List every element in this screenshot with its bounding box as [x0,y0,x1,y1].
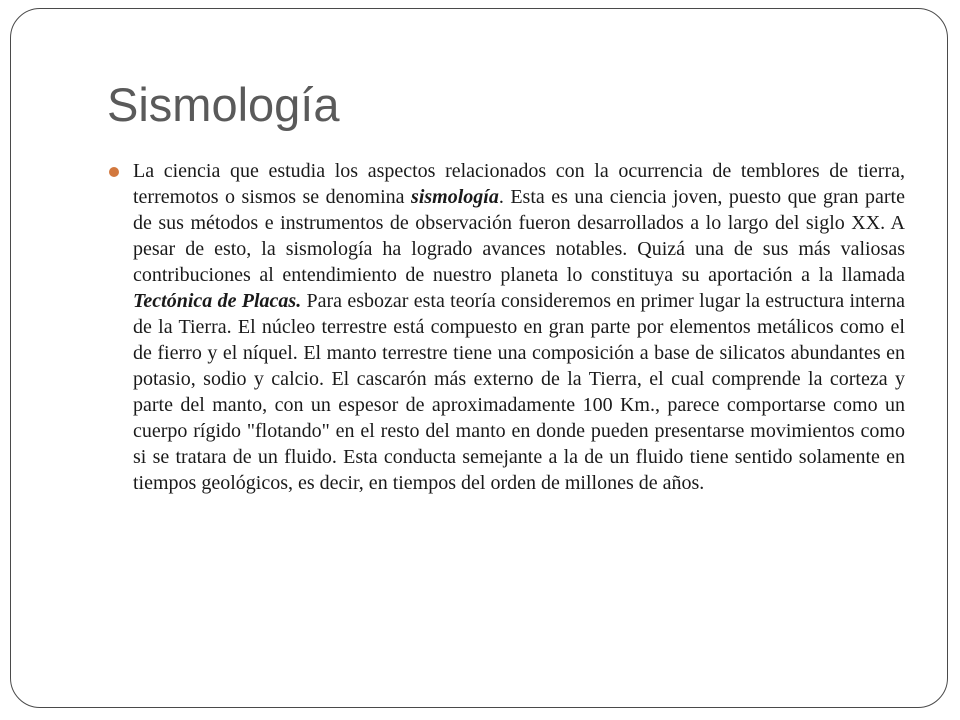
slide-title: Sismología [107,78,340,131]
emphasis-tectonica-de-placas: Tectónica de Placas. [133,290,302,312]
emphasis-sismologia: sismología [411,186,499,208]
bullet-paragraph [133,158,905,496]
slide-content [107,158,905,496]
paragraph-text-part1: La ciencia que estudia los aspectos relacionados con la ocurrencia de temblores de tierra, terremotos o sismos se denomina [133,160,905,208]
bullet-dot-icon [109,167,119,177]
paragraph-text-part3: Para esbozar esta teoría consideremos en primer lugar la estructura interna de la Tierra. El núcleo terrestre está compuesto en gran parte por elementos metálicos como el de fierro y el níquel. El manto terrestre tiene una composición a base de silicatos abundantes en potasio, sodio y calcio. El cascarón más externo de la Tierra, el cual comprende la corteza y parte del manto, con un espesor de aproximadamente 100 Km., parece comportarse como un cuerpo rígido "flotando" en el resto del manto en donde pueden presentarse movimientos como si se tratara de un fluido. Esta conducta semejante a la de un fluido tiene sentido solamente en tiempos geológicos, es decir, en tiempos del orden de millones de años. [133,290,905,494]
bullet-item [107,158,905,496]
paragraph-text-part2: . Esta es una ciencia joven, puesto que gran parte de sus métodos e instrumentos de observación fueron desarrollados a lo largo del siglo XX. A pesar de esto, la sismología ha logrado avances notables. Quizá una de sus más valiosas contribuciones al entendimiento de nuestro planeta lo constituya su aportación a la llamada [133,186,905,286]
